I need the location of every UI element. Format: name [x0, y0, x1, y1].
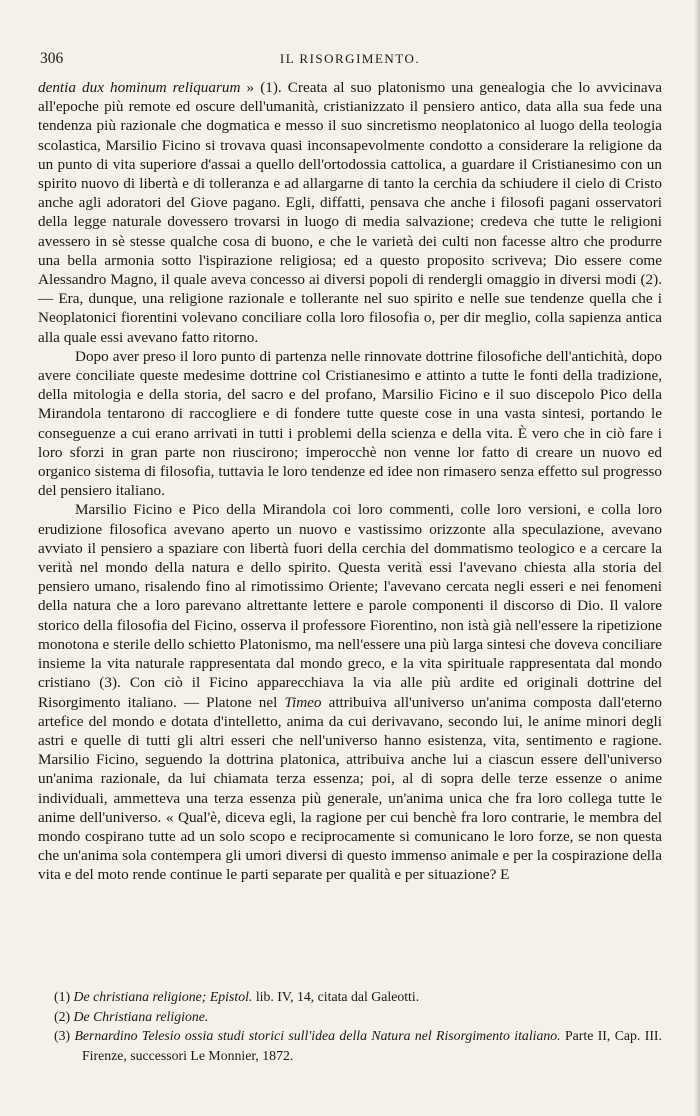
- latin-quote: dentia dux hominum reliquarum: [38, 79, 241, 96]
- footnotes: [38, 987, 662, 1065]
- footnote-1-text: lib. IV, 14, citata dal Galeotti.: [252, 989, 420, 1004]
- paragraph-1: [38, 78, 662, 347]
- paragraph-2: Dopo aver preso il loro punto di partenza nelle rinnovate dottrine filosofiche dell'antichità, dopo avere conciliate queste medesime dottrine col Cristianesimo e attinto a tutte le fonti della tradizione, della mitologia e della storia, del sacro e del profano, Marsilio Ficino e il suo discepolo Pico della Mirandola tentarono di raccogliere e di fondere tutte queste cose in una vasta sintesi, portando le conseguenze a cui erano arrivati in tutti i problemi della scienza e della vita. È vero che in ciò fare i loro sforzi in gran parte non riuscirono; imperocchè non venne lor fatto di creare un nuovo ed organico sistema di filosofia, tuttavia le loro tendenze ed idee non rimasero senza effetto sul progresso del pensiero italiano.: [38, 347, 662, 500]
- footnote-1-mark: (1): [54, 989, 74, 1004]
- paragraph-3-text-b: attribuiva all'universo un'anima composta dall'eterno artefice del mondo e dotata d'intelletto, anima da cui derivavano, secondo lui, le anime minori degli astri e quelle di tutti gli altri esseri che nell'universo hanno esistenza, vita, sentimento e ragione. Marsilio Ficino, seguendo la dottrina platonica, attribuiva anche lui a ciascun essere dell'universo un'anima razionale, da lui chiamata terza essenza; poi, al di sopra delle terze essenze o anime individuali, ammetteva una terza essenza più generale, un'anima unica che fra loro collega tutte le anime dell'universo. « Qual'è, diceva egli, la ragione per cui benchè fra loro contrarie, le membra del mondo cospirano tutte ad un solo scopo e reciprocamente si comunicano le loro forze, se non questa che un'anima sola contempera gli umori diversi di questo immenso animale e per la cospirazione della vita e del moto rende continue le parti separate per qualità e per situazione? E: [38, 693, 662, 884]
- paragraph-3: [38, 500, 662, 884]
- footnote-3: [38, 1026, 662, 1065]
- paragraph-1-text: » (1). Creata al suo platonismo una genealogia che lo avvicinava all'epoche più remote ed oscure dell'umanità, cristianizzato il pensiero antico, data alla sua fede una tendenza più razionale che dogmatica e messo il suo sincretismo neoplatonico al luogo della teologia scolastica, Marsilio Ficino si trovava quasi inconsapevolmente condotto a considerare la religione da un punto di vita superiore d'assai a quello dell'ortodossia cattolica, a guardare il Cristianesimo con un spirito nuovo di libertà e di tolleranza e ad allargarne di tanto la cerchia da schiudere il cielo di Cristo anche agli adoratori del Giove pagano. Egli, diffatti, pensava che anche i filosofi pagani osservatori della legge naturale dovessero trovarsi in luogo di media salvazione; credeva che tutte le religioni avessero in sè stesse qualche cosa di buono, e che le varietà dei culti non facesse altro che produrre una bella armonia sotto l'ispirazione religiosa; ed a questo proposito scriveva; Dio essere come Alessandro Magno, il quale aveva concesso ai diversi popoli di rendergli omaggio in diversi modi (2). — Era, dunque, una religione razionale e tollerante nel suo spirito e nelle sue tendenze quella che i Neoplatonici fiorentini volevano conciliare colla loro filosofia o, per dir meglio, colla sapienza antica alla quale essi avevano fatto ritorno.: [38, 79, 662, 346]
- page-number: 306: [40, 50, 64, 67]
- footnote-2-mark: (2): [54, 1008, 74, 1024]
- footnote-3-text: Parte II, Cap. III. Firenze, successori Le Monnier, 1872.: [82, 1028, 662, 1063]
- footnote-2: [38, 1007, 662, 1027]
- page-edge-shadow: [694, 0, 700, 1116]
- body-text: [38, 78, 662, 885]
- footnote-3-mark: (3): [54, 1028, 75, 1043]
- footnote-1-title: De christiana religione; Epistol.: [73, 989, 253, 1004]
- paragraph-3-text-a: Marsilio Ficino e Pico della Mirandola coi loro commenti, colle loro versioni, e colla loro erudizione filosofica avevano aperto un nuovo e vastissimo orizzonte alla speculazione, avevano avviato il pensiero a spaziare con libertà fuori della cerchia del dommatismo teologico e a cercare la verità nel mondo della natura e dello spirito. Questa verità essi l'avevano chiesta alla storia del pensiero umano, risalendo fino al rimotissimo Oriente; l'avevano cercata negli esseri e nei fenomeni della natura che a loro parevano altrettante lettere e parole componenti il discorso di Dio. Il valore storico della filosofia del Ficino, osserva il professore Fiorentino, non istà già nell'essere la ripetizione monotona e sterile dello schietto Platonismo, ma nell'essere una più larga sintesi che doveva conciliare insieme la vita naturale rappresentata dal mondo greco, e la vita spirituale rappresentata dal mondo cristiano (3). Con ciò il Ficino apparecchiava la via alle più ardite ed originali dottrine del Risorgimento italiano. — Platone nel: [38, 501, 662, 711]
- work-title-timeo: Timeo: [284, 693, 322, 711]
- running-title: IL RISORGIMENTO.: [279, 51, 421, 66]
- footnote-1: [38, 987, 662, 1007]
- book-page: [38, 50, 662, 1063]
- footnote-3-title: Bernardino Telesio ossia studi storici sull'idea della Natura nel Risorgimento italiano.: [74, 1028, 561, 1043]
- footnote-2-title: De Christiana religione.: [73, 1008, 209, 1024]
- running-head: [38, 50, 662, 72]
